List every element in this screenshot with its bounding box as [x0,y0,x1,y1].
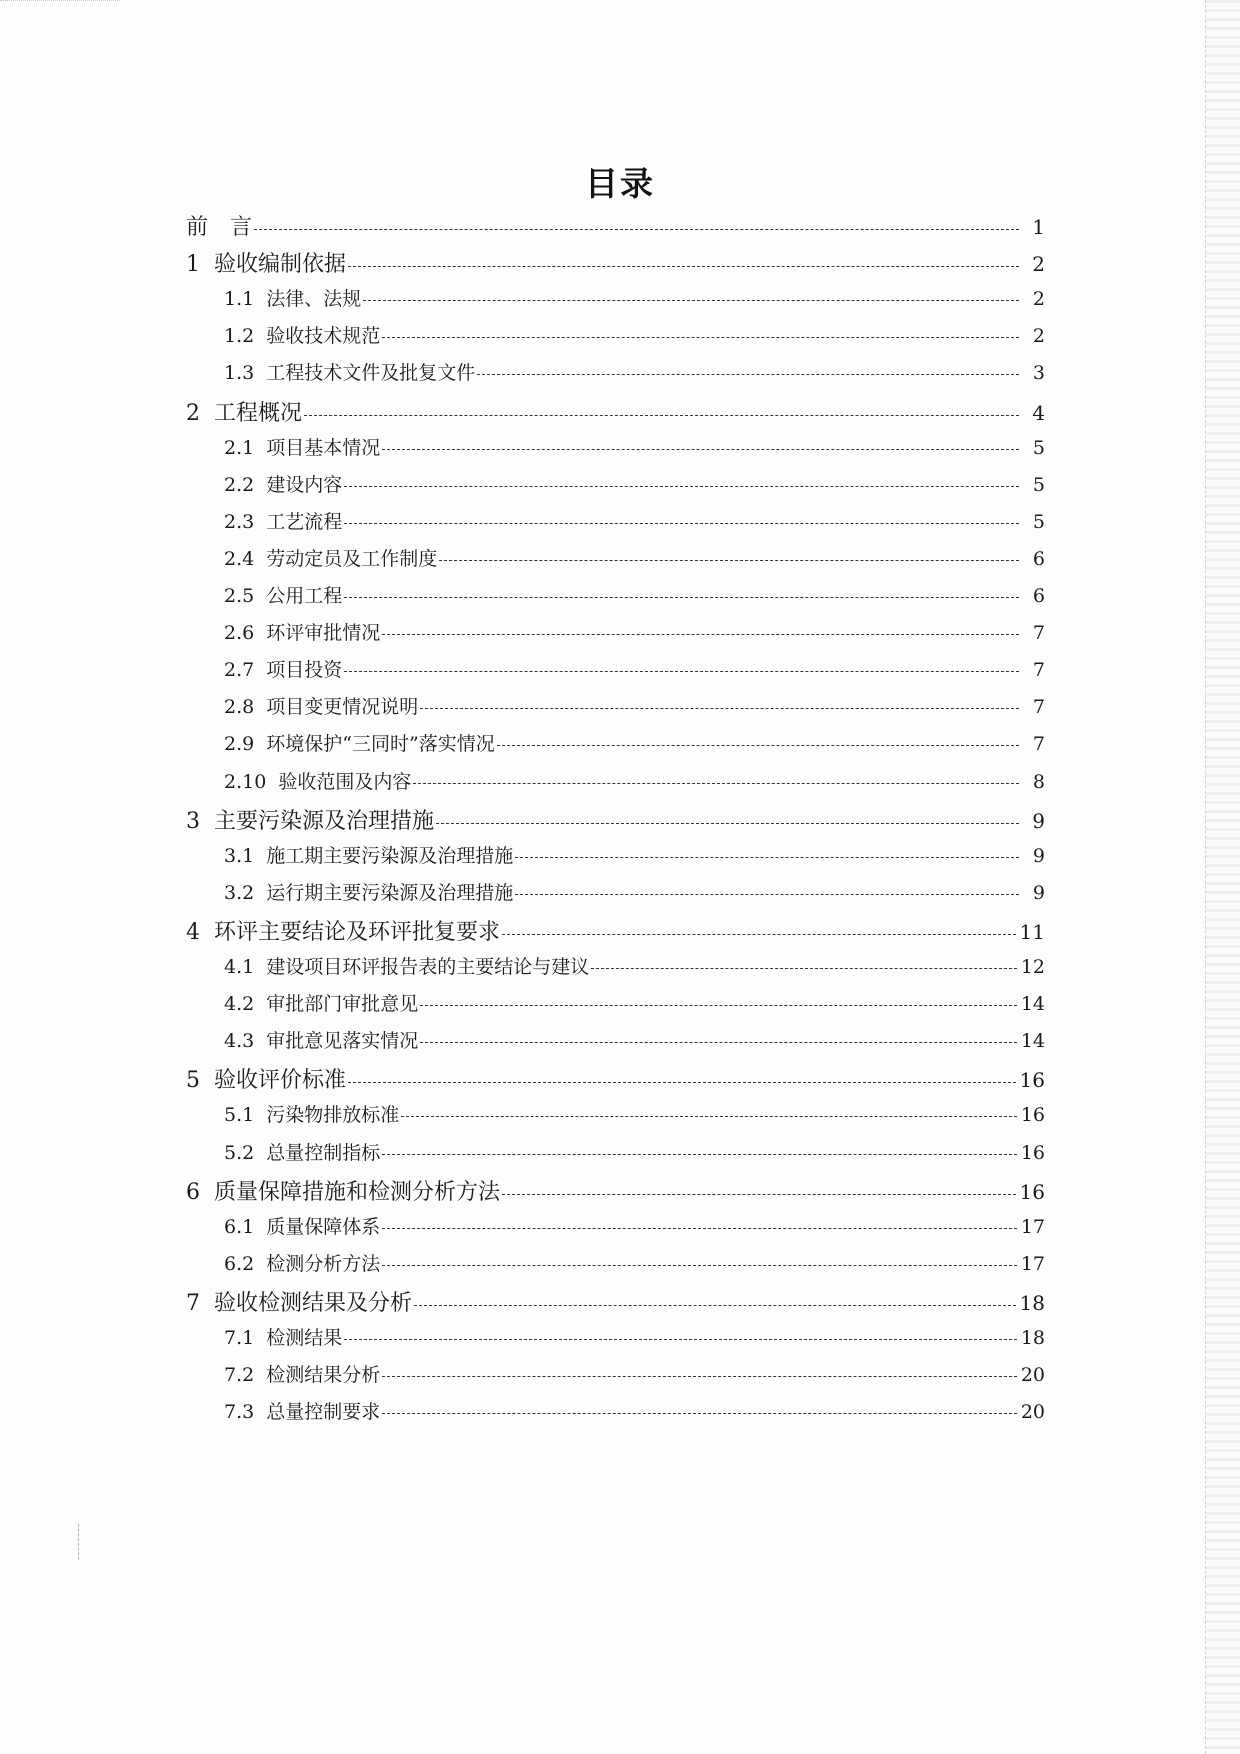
toc-entry-label: 劳动定员及工作制度 [266,547,438,570]
toc-entry-page-number: 2 [1032,252,1045,277]
toc-entry-label: 运行期主要污染源及治理措施 [266,881,514,904]
toc-entry-page-number: 14 [1020,1030,1045,1053]
toc-leader-line [439,560,1019,561]
toc-entry-number: 2.8 [224,696,267,719]
toc-leader-line [344,523,1019,524]
toc-entry-page-number: 2 [1032,325,1045,348]
toc-entry-number: 6.1 [224,1215,267,1238]
toc-entry-number: 3.2 [224,881,267,904]
toc-entry[interactable] [224,507,1045,534]
toc-leader-line [382,337,1019,338]
toc-entry[interactable] [224,544,1045,571]
toc-entry[interactable] [186,1063,1045,1094]
toc-entry-label: 审批意见落实情况 [266,1030,419,1053]
toc-entry-number: 2 [186,400,214,426]
toc-entry-number: 2.6 [224,622,267,645]
toc-entry-page-number: 16 [1019,1179,1045,1204]
toc-entry[interactable] [224,321,1045,348]
toc-entry-label: 验收检测结果及分析 [213,1290,412,1316]
toc-entry-number: 4 [186,919,214,945]
page-title: 目录 [585,164,655,203]
toc-entry-label: 建设项目环评报告表的主要结论与建议 [266,956,590,978]
toc-entry-label: 质量保障措施和检测分析方法 [213,1179,500,1205]
toc-leader-line [382,1376,1017,1377]
toc-entry-label: 验收评价标准 [213,1068,346,1094]
toc-entry-number: 5 [186,1068,214,1094]
toc-entry-number: 2.9 [224,733,267,756]
toc-entry-number: 2.4 [224,547,267,570]
toc-entry-label: 施工期主要污染源及治理措施 [266,844,514,867]
toc-entry[interactable] [224,655,1045,682]
toc-entry-number: 4.1 [224,956,267,978]
toc-entry-number: 2.10 [224,770,279,793]
toc-entry-number: 6.2 [224,1252,267,1275]
toc-entry[interactable] [224,952,1045,979]
toc-entry[interactable] [224,1323,1045,1350]
toc-entry-page-number: 17 [1020,1215,1045,1238]
toc-entry-page-number: 9 [1032,844,1045,867]
toc-entry-number: 2.7 [224,659,267,682]
toc-entry-number: 5.1 [224,1104,267,1127]
toc-leader-line [515,894,1019,895]
toc-entry-number: 1.2 [224,325,267,348]
toc-entry[interactable] [186,804,1045,835]
scan-artifact-top [0,0,120,7]
toc-leader-line [413,783,1019,784]
toc-leader-line [414,1305,1016,1306]
toc-entry-number: 7 [186,1290,214,1316]
toc-entry-label: 项目投资 [266,659,343,682]
toc-entry[interactable] [224,433,1045,460]
toc-entry-number: 1 [186,252,214,278]
toc-entry-label: 项目变更情况说明 [266,696,419,719]
toc-entry-page-number: 12 [1020,956,1045,978]
toc-entry-page-number: 16 [1020,1141,1045,1164]
toc-entry-page-number: 9 [1032,808,1045,833]
toc-leader-line [382,1413,1017,1414]
toc-entry[interactable] [224,581,1045,608]
toc-entry-label: 验收范围及内容 [278,770,412,793]
toc-entry-number: 6 [186,1179,214,1205]
toc-entry[interactable] [186,396,1045,427]
toc-entry[interactable] [224,1360,1045,1387]
toc-leader-line [591,968,1017,969]
toc-entry-number: 3 [186,808,214,834]
toc-entry-label: 验收技术规范 [266,325,381,348]
toc-entry-page-number: 7 [1032,622,1045,645]
toc-entry[interactable] [224,470,1045,497]
toc-leader-line [436,823,1019,824]
toc-leader-line [382,1228,1017,1229]
toc-entry[interactable] [186,247,1045,278]
toc-leader-line [344,597,1019,598]
toc-entry[interactable] [186,1175,1045,1206]
toc-leader-line [502,1194,1016,1195]
toc-leader-line [502,934,1016,935]
toc-entry-label: 项目基本情况 [266,436,381,459]
toc-entry-number: 2.2 [224,473,267,496]
toc-entry[interactable] [224,1100,1045,1127]
toc-entry[interactable] [224,878,1045,905]
toc-leader-line [344,486,1019,487]
toc-entry[interactable] [186,1286,1045,1317]
toc-entry-page-number: 18 [1020,1327,1045,1349]
toc-entry-number: 2.5 [224,585,267,607]
toc-entry-number: 1.3 [224,362,267,385]
toc-entry-number: 7.3 [224,1401,267,1424]
toc-entry-page-number: 20 [1020,1364,1045,1387]
toc-leader-line [420,1042,1017,1043]
toc-leader-line [420,708,1019,709]
toc-leader-line [401,1116,1017,1117]
toc-entry-page-number: 8 [1032,770,1045,793]
toc-entry-page-number: 20 [1020,1401,1045,1424]
toc-entry-page-number: 16 [1020,1104,1045,1127]
toc-entry-label: 审批部门审批意见 [266,993,419,1016]
toc-entry[interactable] [224,1026,1045,1053]
toc-entry-number: 4.3 [224,1030,267,1053]
toc-entry-label: 检测分析方法 [266,1252,381,1275]
toc-entry-page-number: 1 [1032,215,1045,239]
toc-entry-label: 检测结果分析 [266,1364,381,1387]
toc-entry[interactable] [224,1397,1045,1424]
toc-entry-page-number: 2 [1032,288,1045,311]
toc-leader-line [420,1005,1017,1006]
toc-entry[interactable] [186,915,1045,946]
scan-artifact-mark [78,1524,80,1560]
toc-entry-label: 法律、法规 [266,288,362,311]
toc-entry-number: 4.2 [224,993,267,1016]
toc-entry[interactable] [224,692,1045,719]
toc-entry[interactable] [224,841,1045,868]
toc-entry-page-number: 7 [1032,733,1045,756]
toc-entry-label: 污染物排放标准 [266,1104,400,1127]
toc-leader-line [382,634,1019,635]
toc-entry-page-number: 4 [1032,400,1045,425]
toc-entry-page-number: 7 [1032,659,1045,682]
toc-entry-label: 建设内容 [266,473,343,496]
toc-entry-label: 工艺流程 [266,510,343,533]
toc-entry-page-number: 5 [1032,510,1045,533]
toc-entry[interactable] [224,767,1045,794]
toc-entry-label: 检测结果 [266,1327,343,1349]
toc-entry[interactable] [224,284,1045,311]
toc-leader-line [348,1082,1016,1083]
toc-entry-page-number: 7 [1032,696,1045,719]
toc-entry-page-number: 9 [1032,881,1045,904]
toc-leader-line [382,1265,1017,1266]
toc-leader-line [254,229,1019,230]
toc-entry-page-number: 6 [1032,585,1045,607]
toc-leader-line [344,671,1019,672]
toc-entry-label: 总量控制指标 [266,1141,381,1164]
toc-entry-label: 前 言 [186,215,253,240]
toc-leader-line [515,857,1019,858]
toc-leader-line [344,1339,1017,1340]
toc-entry-label: 环评主要结论及环评批复要求 [213,919,500,945]
toc-entry[interactable] [224,1249,1045,1276]
toc-entry-number: 2.1 [224,436,267,459]
toc-entry-label: 工程概况 [213,400,302,426]
toc-entry-label: 质量保障体系 [266,1215,381,1238]
toc-entry-page-number: 11 [1019,919,1045,944]
toc-entry-page-number: 14 [1020,993,1045,1016]
toc-entry[interactable] [224,989,1045,1016]
toc-entry[interactable] [224,729,1045,756]
toc-entry[interactable] [224,1212,1045,1239]
toc-entry-number: 7.2 [224,1364,267,1387]
toc-leader-line [363,300,1019,301]
toc-leader-line [477,374,1019,375]
toc-entry-page-number: 6 [1032,547,1045,570]
toc-entry-label: 总量控制要求 [266,1401,381,1424]
toc-entry-label: 环境保护“三同时”落实情况 [266,733,495,756]
toc-entry-label: 验收编制依据 [213,252,346,278]
toc-entry[interactable] [186,210,1045,241]
scan-artifact-edge [1205,0,1240,1754]
toc-entry-page-number: 5 [1032,436,1045,459]
toc-leader-line [348,266,1019,267]
toc-leader-line [382,1154,1017,1155]
toc-entry-number: 3.1 [224,844,267,867]
toc-leader-line [382,449,1019,450]
toc-entry-page-number: 5 [1032,473,1045,496]
toc-entry-number: 1.1 [224,288,267,311]
toc-entry[interactable] [224,358,1045,385]
toc-entry-page-number: 16 [1019,1068,1045,1093]
toc-entry-number: 5.2 [224,1141,267,1164]
toc-leader-line [304,415,1019,416]
toc-entry-number: 2.3 [224,510,267,533]
toc-entry-label: 工程技术文件及批复文件 [266,362,476,385]
toc-entry-label: 主要污染源及治理措施 [213,808,434,834]
toc-entry[interactable] [224,1138,1045,1165]
toc-leader-line [497,745,1019,746]
toc-entry-label: 环评审批情况 [266,622,381,645]
toc-entry-page-number: 3 [1032,362,1045,385]
toc-entry[interactable] [224,618,1045,645]
toc-entry-label: 公用工程 [266,585,343,607]
toc-entry-page-number: 17 [1020,1252,1045,1275]
toc-entry-number: 7.1 [224,1327,267,1349]
toc-entry-page-number: 18 [1019,1290,1045,1315]
